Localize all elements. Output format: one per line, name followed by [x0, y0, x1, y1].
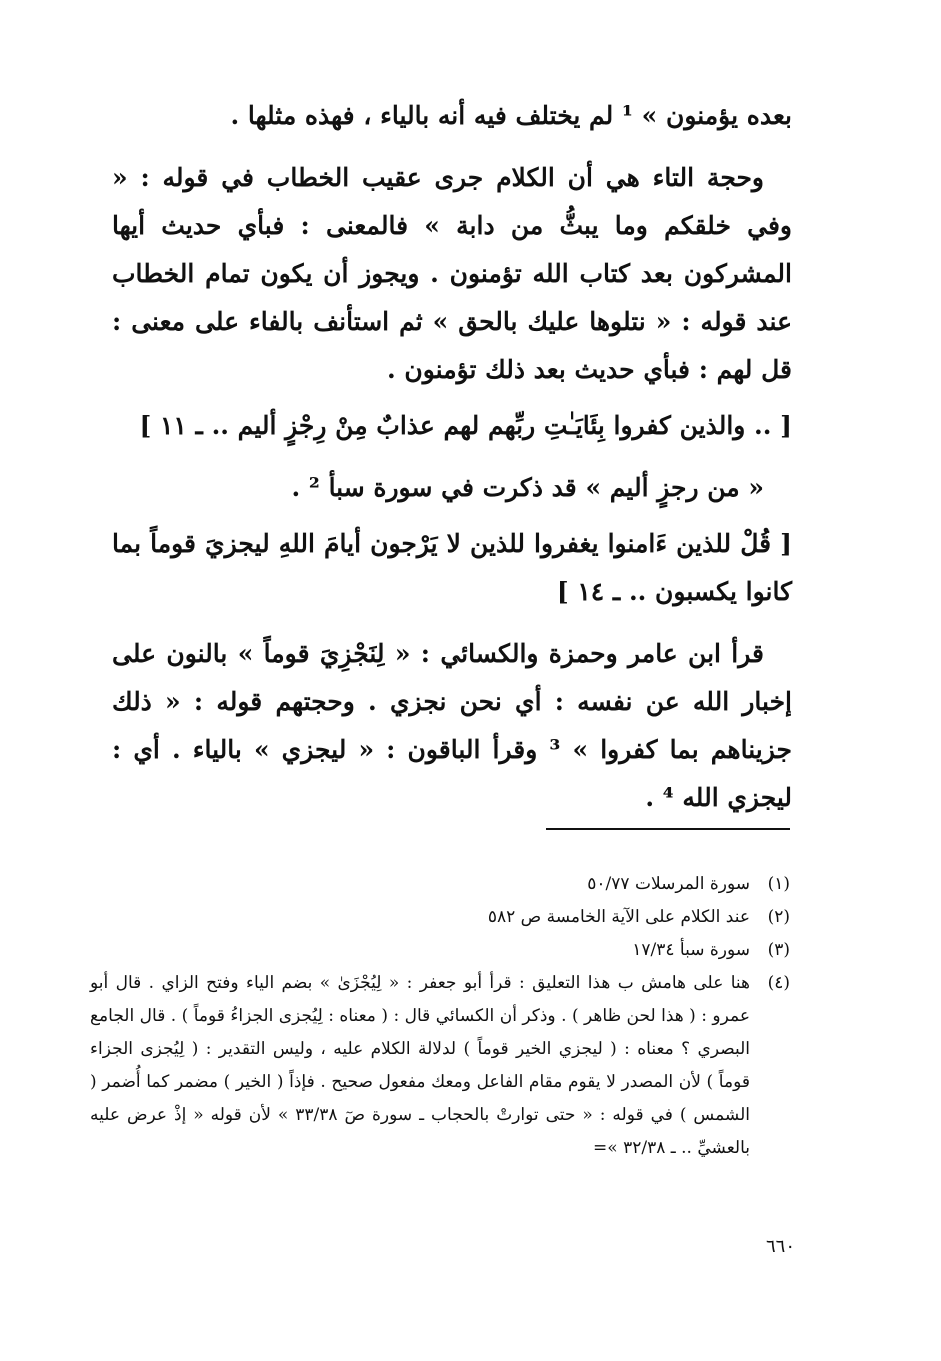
footnote-text: عند الكلام على الآية الخامسة ص ٥٨٢: [487, 907, 750, 927]
footnote: [90, 967, 790, 1165]
footnote-number: (١): [767, 874, 790, 894]
main-text: [112, 92, 792, 822]
verse-14: [ قُلْ للذين ءَامنوا يغفروا للذين لا يَرْجون أيامَ اللهِ ليجزيَ قوماً بما كانوا يكسبون .. ـ ١٤ ]: [112, 529, 792, 606]
paragraph-readings: قرأ ابن عامر وحمزة والكسائي : « لِنَجْزِيَ قوماً » بالنون على إخبار الله عن نفسه : أي نحن نجزي . وحجتهم قوله : « ذلك جزيناهم بما كفروا » ³ وقرأ الباقون : « ليجزي » بالياء . أي : ليجزي الله ⁴ .: [112, 639, 792, 812]
footnote-text: هنا على هامش ب هذا التعليق : قرأ أبو جعفر : « لِيُجْزَىٰ » بضم الياء وفتح الزاي . قال أبو عمرو : ( هذا لحن ظاهر ) . وذكر أن الكسائي قال : ( معناه : لِيُجزى الجزاءُ قوماً ) . قال الجامع البصري ؟ معناه : ( ليجزي الخير قوماً ) لدلالة الكلام عليه ، وليس التقدير : ( لِيُجزى الجزاء قوماً ) لأن المصدر لا يقوم مقام الفاعل ومعك مفعول صحيح . فإذاً ( الخير ) مضمر كما أُضمر ( الشمس ) في قوله : « حتى توارتْ بالحجاب ـ سورة صٓ ٣٣/٣٨ » لأن قوله « إذْ عرض عليه بالعشيِّ .. ـ ٣٢/٣٨ »=: [90, 973, 750, 1158]
footnote-text: سورة المرسلات ٥٠/٧٧: [587, 874, 750, 894]
footnote-number: (٢): [767, 907, 790, 927]
footnote-separator: [546, 828, 790, 830]
footnote-text: سورة سبأ ١٧/٣٤: [632, 940, 750, 960]
footnotes: [90, 868, 790, 1165]
paragraph-argument-ta: وحجة التاء هي أن الكلام جرى عقيب الخطاب في قوله : « وفي خلقكم وما يبثُّ من دابة » فالمعنى : فبأي حديث أيها المشركون بعد كتاب الله تؤمنون . ويجوز أن يكون تمام الخطاب عند قوله : « نتلوها عليك بالحق » ثم استأنف بالفاء على معنى : قل لهم : فبأي حديث بعد ذلك تؤمنون .: [112, 163, 792, 384]
footnote-number: (٤): [767, 973, 790, 993]
paragraph-continuation: بعده يؤمنون » ¹ لم يختلف فيه أنه بالياء ، فهذه مثلها .: [230, 101, 792, 130]
paragraph-rijz: « من رجزٍ أليم » قد ذكرت في سورة سبأ ² .: [291, 473, 764, 502]
footnote: [90, 868, 790, 901]
page-number: ٦٦٠: [765, 1236, 795, 1257]
verse-11: [ .. والذين كفروا بِئَايَـٰتِ ربِّهم لهم عذابٌ مِنْ رِجْزٍ أليم .. ـ ١١ ]: [139, 411, 792, 440]
footnote: [90, 901, 790, 934]
footnote: [90, 934, 790, 967]
footnote-number: (٣): [767, 940, 790, 960]
